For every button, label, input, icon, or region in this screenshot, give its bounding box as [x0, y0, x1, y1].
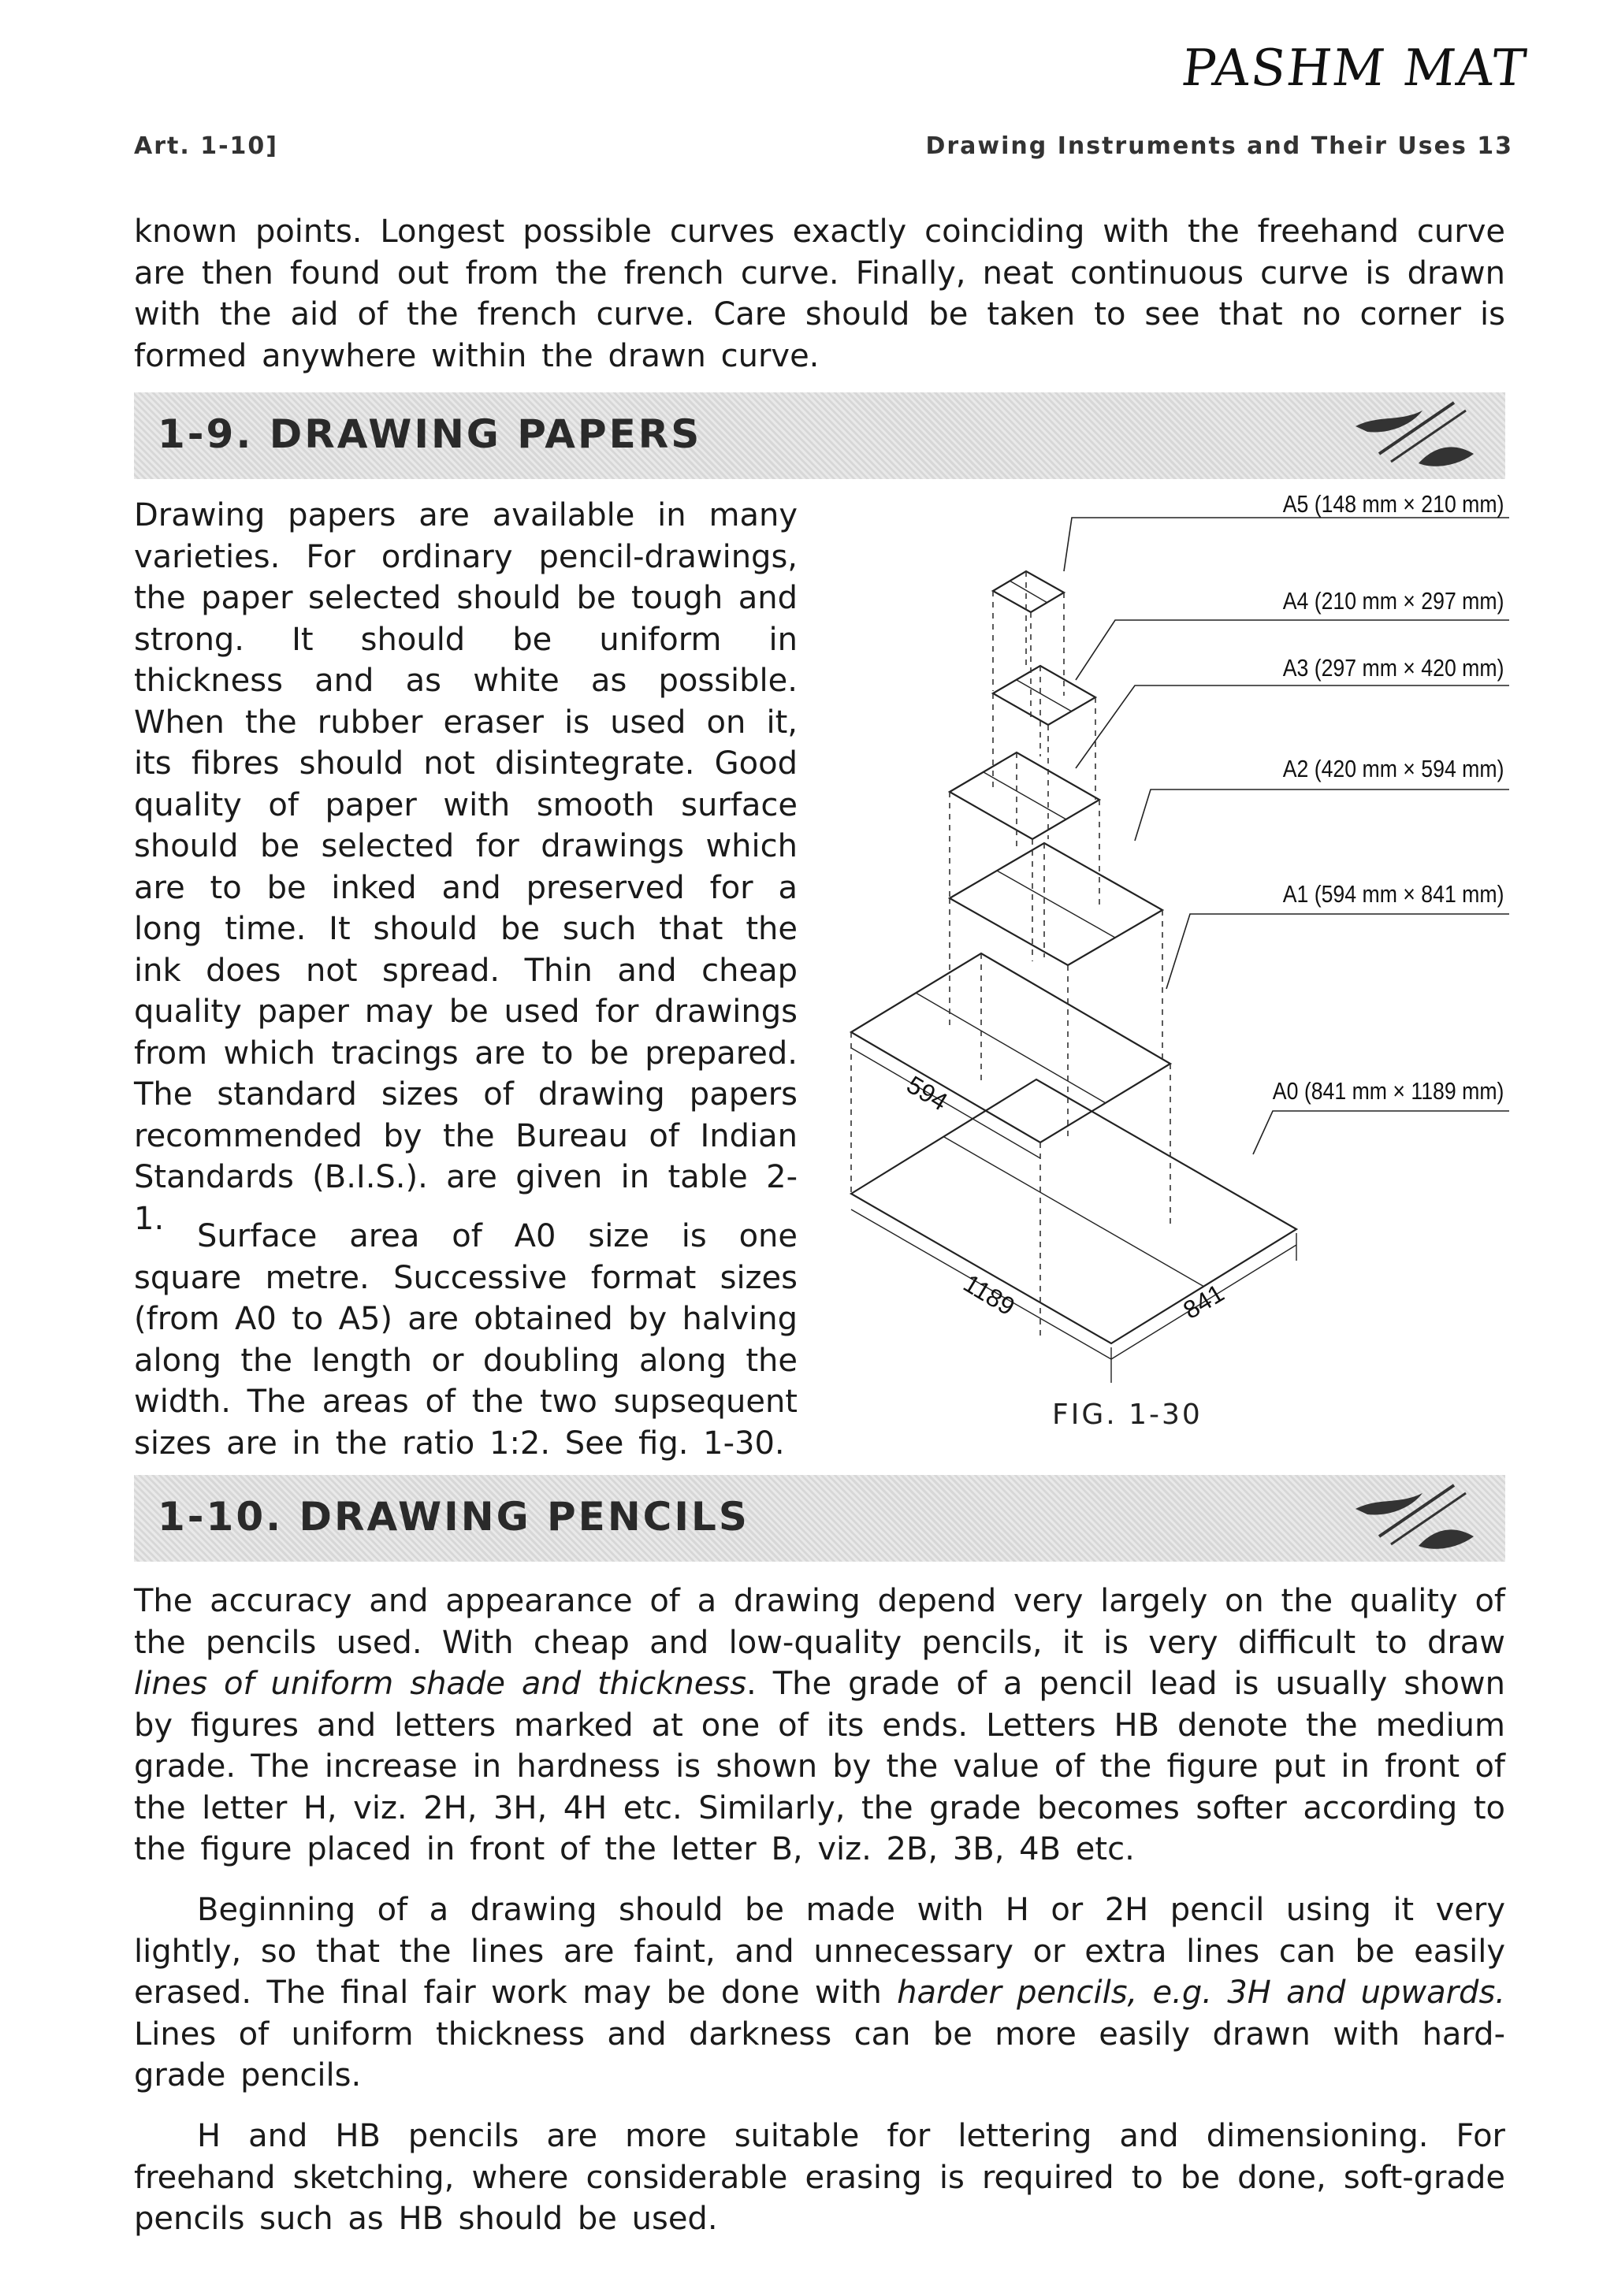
section-heading-drawing-papers: 1-9. DRAWING PAPERS — [158, 411, 702, 457]
running-head-article: Art. 1-10] — [134, 132, 278, 160]
paper-paragraph-1: Drawing papers are available in many varieties. For ordinary pencil-drawings, the paper selected should be tough and strong. It should be uniform in thickness and as white as possible. When the rubber eraser is used on it, its fibres should not disintegrate. Good quality of paper with smooth surface should be selected for drawings which are to be inked and preserved for a long time. It should be such that the ink does not spread. Thin and cheap quality paper may be used for drawings from which tracings are to be prepared. The standard sizes of drawing papers recommended by the Bureau of Indian Standards (B.I.S.). are given in table 2-1. — [134, 497, 798, 1237]
pencils-paragraph-3: H and HB pencils are more suitable for lettering and dimensioning. For freehand sketching, where considerable erasing is required to be done, soft-grade pencils such as HB should be used. — [134, 2118, 1505, 2237]
size-label-a4: A4 (210 mm × 297 mm) — [1282, 587, 1504, 615]
section-heading-band — [134, 1475, 1505, 1562]
figure-caption: FIG. 1-30 — [1052, 1399, 1203, 1431]
size-label-a2: A2 (420 mm × 594 mm) — [1282, 755, 1504, 782]
paper-paragraph-2: Surface area of A0 size is one square metre. Successive format sizes (from A0 to A5) are obtained by halving along the length or doubling along the width. The areas of the two supsequent sizes are in the ratio 1:2. See fig. 1-30. — [134, 1218, 798, 1462]
heading-ornament-icon — [1324, 399, 1482, 474]
section-heading-drawing-pencils: 1-10. DRAWING PENCILS — [158, 1494, 749, 1540]
paper-sizes-diagram — [804, 485, 1513, 1391]
pencils-paragraph-2: Beginning of a drawing should be made with H or 2H pencil using it very lightly, so that the lines are faint, and unnecessary or extra lines can be easily erased. The final fair work may be done with harder pencils, e.g. 3H and upwards. Lines of uniform thickness and darkness can be more easily drawn with hard-grade pencils. — [134, 1892, 1505, 2094]
pencils-paragraph-1: The accuracy and appearance of a drawing depend very largely on the quality of the pencils used. With cheap and low-quality pencils, it is very difficult to draw lines of uniform shade and thickness. The grade of a pencil lead is usually shown by figures and letters marked at one of its ends. Letters HB denote the medium grade. The increase in hardness is shown by the value of the figure put in front of the letter H, viz. 2H, 3H, 4H etc. Similarly, the grade becomes softer according to the figure placed in front of the letter B, viz. 2B, 3B, 4B etc. — [134, 1583, 1505, 1867]
dimension-594: 594 — [902, 1070, 953, 1116]
dimension-841: 841 — [1178, 1278, 1229, 1325]
dimension-1189: 1189 — [958, 1269, 1020, 1321]
size-label-a5: A5 (148 mm × 210 mm) — [1282, 490, 1504, 518]
size-label-a0: A0 (841 mm × 1189 mm) — [1272, 1077, 1504, 1105]
section-heading-band — [134, 392, 1505, 479]
intro-paragraph: known points. Longest possible curves exactly coinciding with the freehand curve are then found out from the french curve. Finally, neat continuous curve is drawn with the aid of the french curve. Care should be taken to see that no corner is formed anywhere within the drawn curve. — [134, 214, 1505, 374]
handwritten-annotation: PASHM MAT — [1179, 39, 1530, 98]
running-head-title: Drawing Instruments and Their Uses 13 — [925, 132, 1513, 160]
heading-ornament-icon — [1324, 1481, 1482, 1556]
size-label-a1: A1 (594 mm × 841 mm) — [1282, 880, 1504, 908]
size-label-a3: A3 (297 mm × 420 mm) — [1282, 654, 1504, 682]
